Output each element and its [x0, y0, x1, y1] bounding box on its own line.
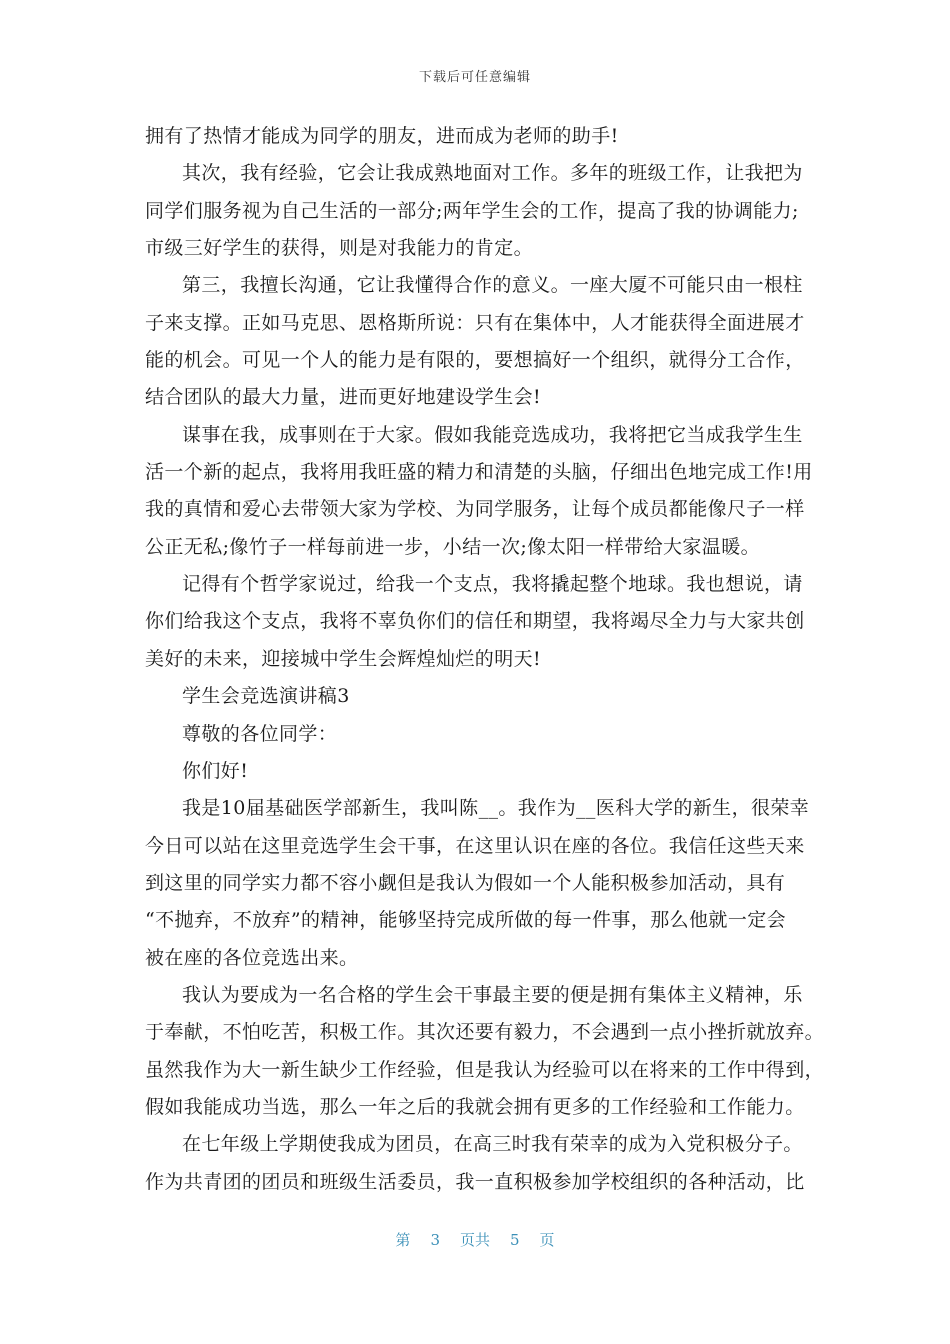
text-line: 于奉献，不怕吃苦，积极工作。其次还要有毅力，不会遇到一点小挫折就放弃。 — [145, 1021, 825, 1044]
text-line: 能的机会。可见一个人的能力是有限的，要想搞好一个组织，就得分工合作， — [145, 349, 805, 372]
text-line: 我是10届基础医学部新生，我叫陈__。我作为__医科大学的新生，很荣幸 — [182, 797, 810, 820]
text-line: 美好的未来，迎接城中学生会辉煌灿烂的明天! — [145, 647, 542, 670]
footer-total-pages: 5 — [510, 1231, 520, 1249]
text-line: 拥有了热情才能成为同学的朋友，进而成为老师的助手! — [145, 125, 619, 147]
text-line: 被在座的各位竞选出来。 — [145, 946, 359, 969]
text-line: 记得有个哲学家说过，给我一个支点，我将撬起整个地球。我也想说，请 — [182, 573, 803, 596]
text-line: 今日可以站在这里竞选学生会干事，在这里认识在座的各位。我信任这些天来 — [145, 834, 805, 857]
text-line: 市级三好学生的获得，则是对我能力的肯定。 — [145, 237, 534, 260]
footer-mid: 页共 — [459, 1231, 490, 1249]
header-note: 下载后可任意编辑 — [418, 70, 531, 85]
text-line: 我认为要成为一名合格的学生会干事最主要的便是拥有集体主义精神，乐 — [182, 983, 803, 1006]
text-line: 子来支撑。正如马克思、恩格斯所说：只有在集体中，人才能获得全面进展才 — [145, 311, 805, 334]
text-line: 尊敬的各位同学： — [182, 722, 338, 745]
text-line: 你们好! — [182, 759, 249, 782]
text-line: 到这里的同学实力都不容小觑但是我认为假如一个人能积极参加活动，具有 — [145, 871, 786, 894]
text-line: 同学们服务视为自己生活的一部分;两年学生会的工作，提高了我的协调能力; — [145, 199, 799, 222]
footer-current-page: 3 — [430, 1231, 440, 1249]
footer-suffix: 页 — [539, 1231, 555, 1249]
page-footer — [0, 1229, 950, 1250]
text-line: 假如我能成功当选，那么一年之后的我就会拥有更多的工作经验和工作能力。 — [145, 1095, 805, 1118]
text-line: 我的真情和爱心去带领大家为学校、为同学服务，让每个成员都能像尺子一样 — [145, 498, 805, 521]
text-line: 作为共青团的团员和班级生活委员，我一直积极参加学校组织的各种活动，比 — [145, 1170, 805, 1193]
text-line: 其次，我有经验，它会让我成熟地面对工作。多年的班级工作，让我把为 — [182, 162, 803, 185]
text-line: 公正无私;像竹子一样每前进一步，小结一次;像太阳一样带给大家温暖。 — [145, 535, 761, 558]
text-line: 虽然我作为大一新生缺少工作经验，但是我认为经验可以在将来的工作中得到， — [145, 1058, 825, 1081]
text-line: “不抛弃，不放弃”的精神，能够坚持完成所做的每一件事，那么他就一定会 — [145, 909, 787, 932]
text-line: 在七年级上学期使我成为团员，在高三时我有荣幸的成为入党积极分子。 — [182, 1133, 803, 1156]
text-line: 结合团队的最大力量，进而更好地建设学生会! — [145, 386, 542, 409]
footer-prefix: 第 — [395, 1231, 411, 1249]
text-line: 你们给我这个支点，我将不辜负你们的信任和期望，我将竭尽全力与大家共创 — [145, 610, 805, 633]
text-line: 第三，我擅长沟通，它让我懂得合作的意义。一座大厦不可能只由一根柱 — [182, 274, 803, 297]
document-body — [145, 118, 825, 1201]
text-line: 谋事在我，成事则在于大家。假如我能竞选成功，我将把它当成我学生生 — [182, 423, 803, 446]
text-line: 学生会竞选演讲稿3 — [182, 685, 350, 708]
text-line: 活一个新的起点，我将用我旺盛的精力和清楚的头脑，仔细出色地完成工作!用 — [145, 461, 813, 484]
